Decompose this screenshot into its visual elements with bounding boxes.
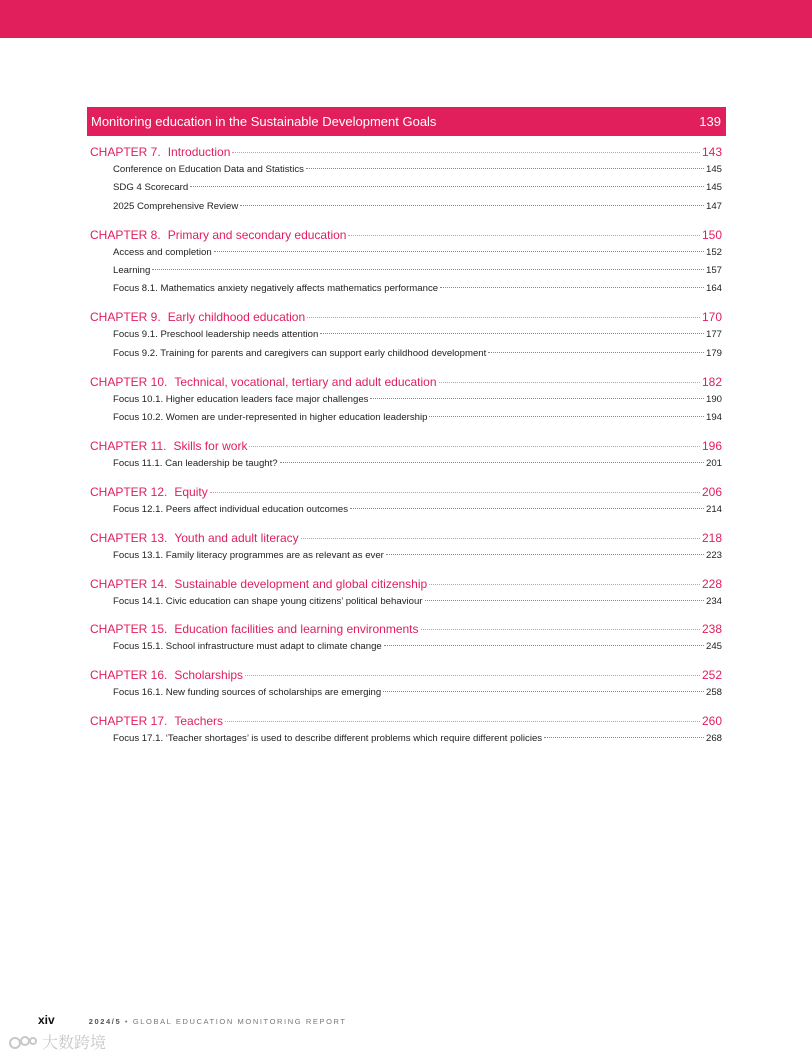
section-entry[interactable]: [90, 179, 722, 197]
chapter-title: Scholarships: [174, 668, 244, 683]
section-page: 201: [705, 457, 722, 469]
top-accent-bar: [0, 0, 812, 38]
dot-leader: [386, 554, 704, 555]
section-title: Focus 12.1. Peers affect individual education outcomes: [113, 503, 349, 515]
chapter-number: CHAPTER 12.: [90, 484, 168, 499]
chapter-entry[interactable]: [90, 373, 722, 391]
section-entry[interactable]: [90, 244, 722, 262]
chapter-title: Sustainable development and global citizenship: [174, 576, 428, 591]
dot-leader: [429, 416, 704, 417]
section-page: 152: [705, 246, 722, 258]
watermark-logo-icon: [8, 1034, 38, 1050]
section-page: 145: [705, 182, 722, 194]
report-name: GLOBAL EDUCATION MONITORING REPORT: [132, 1017, 347, 1026]
chapter-number: CHAPTER 13.: [90, 530, 168, 545]
chapter-page: 228: [701, 576, 722, 591]
section-entry[interactable]: [90, 593, 722, 611]
section-page: 194: [705, 412, 722, 424]
chapter-number: CHAPTER 16.: [90, 668, 168, 683]
chapter-page: 196: [701, 438, 722, 453]
chapter-number: CHAPTER 7.: [90, 145, 161, 159]
chapter-block: [90, 483, 722, 519]
section-page: 177: [705, 329, 722, 341]
dot-leader: [306, 168, 704, 169]
section-entry[interactable]: [90, 684, 722, 702]
chapter-block: [90, 620, 722, 656]
dot-leader: [245, 675, 700, 676]
chapter-entry[interactable]: [90, 575, 722, 593]
chapter-entry[interactable]: [90, 483, 722, 501]
dot-leader: [214, 251, 704, 252]
page-number: xiv: [38, 1013, 55, 1027]
dot-leader: [225, 721, 700, 722]
section-title: SDG 4 Scorecard: [113, 182, 189, 194]
chapter-number: CHAPTER 10.: [90, 374, 168, 389]
section-entry[interactable]: [90, 455, 722, 473]
chapter-title: Education facilities and learning environments: [174, 622, 419, 637]
section-page: 258: [705, 687, 722, 699]
chapter-block: [90, 437, 722, 473]
chapter-block: [90, 529, 722, 565]
section-entry[interactable]: [90, 730, 722, 748]
chapter-title: Technical, vocational, tertiary and adult education: [174, 374, 437, 389]
chapter-entry[interactable]: [90, 437, 722, 455]
section-page: 164: [705, 283, 722, 295]
report-title: [89, 1017, 347, 1026]
chapter-entry[interactable]: [90, 529, 722, 547]
chapter-page: 170: [701, 310, 722, 325]
dot-leader: [440, 287, 704, 288]
chapter-page: 143: [701, 145, 722, 159]
section-page: 157: [705, 265, 722, 277]
chapter-entry[interactable]: [90, 226, 722, 244]
dot-leader: [240, 205, 704, 206]
dot-leader: [152, 269, 704, 270]
section-page: 234: [705, 595, 722, 607]
page-footer: [38, 1013, 347, 1027]
chapter-title: Youth and adult literacy: [174, 530, 299, 545]
dot-leader: [232, 152, 700, 153]
section-title: Focus 16.1. New funding sources of scholarships are emerging: [113, 687, 382, 699]
section-page: 268: [705, 733, 722, 745]
section-entry[interactable]: [90, 262, 722, 280]
section-entry[interactable]: [90, 547, 722, 565]
dot-leader: [384, 645, 704, 646]
watermark-text: 大数跨境: [42, 1035, 107, 1052]
section-title: Conference on Education Data and Statistics: [113, 164, 304, 175]
chapter-entry[interactable]: [90, 308, 722, 326]
chapter-title: Primary and secondary education: [167, 227, 347, 242]
part-header[interactable]: [87, 107, 726, 136]
dot-leader: [350, 508, 704, 509]
chapter-page: 150: [701, 227, 722, 242]
chapter-number: CHAPTER 17.: [90, 714, 168, 729]
dot-leader: [383, 691, 704, 692]
section-entry[interactable]: [90, 501, 722, 519]
chapter-page: 238: [701, 622, 722, 637]
dot-leader: [320, 333, 704, 334]
section-title: Focus 15.1. School infrastructure must adapt to climate change: [113, 641, 382, 653]
section-entry[interactable]: [90, 280, 722, 298]
section-page: 214: [705, 503, 722, 515]
part-title: Monitoring education in the Sustainable Development Goals: [91, 114, 437, 129]
chapter-block: [90, 226, 722, 299]
section-entry[interactable]: [90, 326, 722, 344]
dot-leader: [280, 462, 704, 463]
chapter-block: [90, 308, 722, 363]
dot-leader: [488, 352, 704, 353]
section-title: Focus 11.1. Can leadership be taught?: [113, 457, 278, 469]
section-entry[interactable]: [90, 161, 722, 179]
part-page: 139: [699, 114, 721, 129]
chapter-number: CHAPTER 8.: [90, 227, 161, 242]
section-page: 245: [705, 641, 722, 653]
dot-leader: [439, 382, 700, 383]
chapter-entry[interactable]: [90, 620, 722, 638]
dot-leader: [370, 398, 704, 399]
chapter-title: Introduction: [167, 145, 231, 159]
section-title: Focus 8.1. Mathematics anxiety negatively affects mathematics performance: [113, 283, 439, 295]
section-title: Focus 14.1. Civic education can shape young citizens’ political behaviour: [113, 595, 423, 607]
chapter-page: 218: [701, 530, 722, 545]
chapter-page: 182: [701, 374, 722, 389]
chapter-entry[interactable]: [90, 666, 722, 684]
chapter-block: [90, 373, 722, 428]
dot-leader: [301, 538, 700, 539]
chapter-number: CHAPTER 15.: [90, 622, 168, 637]
dot-leader: [307, 317, 700, 318]
chapter-block: [90, 575, 722, 611]
table-of-contents: [90, 143, 722, 758]
section-title: Focus 9.2. Training for parents and caregivers can support early childhood development: [113, 347, 487, 359]
section-title: Learning: [113, 265, 151, 277]
chapter-number: CHAPTER 9.: [90, 310, 161, 325]
chapter-title: Early childhood education: [167, 310, 306, 325]
section-entry[interactable]: [90, 409, 722, 427]
section-title: Focus 9.1. Preschool leadership needs attention: [113, 329, 319, 341]
dot-leader: [348, 235, 700, 236]
section-page: 179: [705, 347, 722, 359]
section-title: Focus 10.2. Women are under-represented in higher education leadership: [113, 412, 428, 424]
chapter-number: CHAPTER 14.: [90, 576, 168, 591]
section-title: 2025 Comprehensive Review: [113, 200, 239, 212]
dot-leader: [425, 600, 704, 601]
section-title: Focus 10.1. Higher education leaders face major challenges: [113, 393, 369, 405]
section-entry[interactable]: [90, 345, 722, 363]
chapter-page: 260: [701, 714, 722, 729]
chapter-title: Teachers: [174, 714, 224, 729]
chapter-page: 206: [701, 484, 722, 499]
footer-separator: •: [124, 1017, 130, 1026]
report-year: 2024/5: [88, 1017, 122, 1026]
section-page: 190: [705, 393, 722, 405]
section-entry[interactable]: [90, 391, 722, 409]
chapter-number: CHAPTER 11.: [90, 438, 167, 453]
dot-leader: [429, 584, 700, 585]
chapter-block: [90, 143, 722, 216]
section-page: 147: [705, 200, 722, 212]
section-title: Access and completion: [113, 246, 212, 258]
section-page: 223: [705, 549, 722, 561]
chapter-block: [90, 712, 722, 748]
dot-leader: [190, 186, 704, 187]
section-title: Focus 13.1. Family literacy programmes are as relevant as ever: [113, 549, 384, 561]
chapter-entry[interactable]: [90, 143, 722, 161]
section-entry[interactable]: [90, 198, 722, 216]
dot-leader: [249, 446, 699, 447]
chapter-entry[interactable]: [90, 712, 722, 730]
section-entry[interactable]: [90, 638, 722, 656]
chapter-title: Equity: [174, 484, 208, 499]
dot-leader: [544, 737, 704, 738]
section-page: 145: [705, 164, 722, 175]
dot-leader: [210, 492, 700, 493]
section-title: Focus 17.1. ‘Teacher shortages’ is used to describe different problems which require different policies: [113, 733, 543, 745]
dot-leader: [421, 629, 700, 630]
chapter-page: 252: [701, 668, 722, 683]
watermark: [8, 1030, 106, 1053]
chapter-block: [90, 666, 722, 702]
chapter-title: Skills for work: [173, 438, 248, 453]
